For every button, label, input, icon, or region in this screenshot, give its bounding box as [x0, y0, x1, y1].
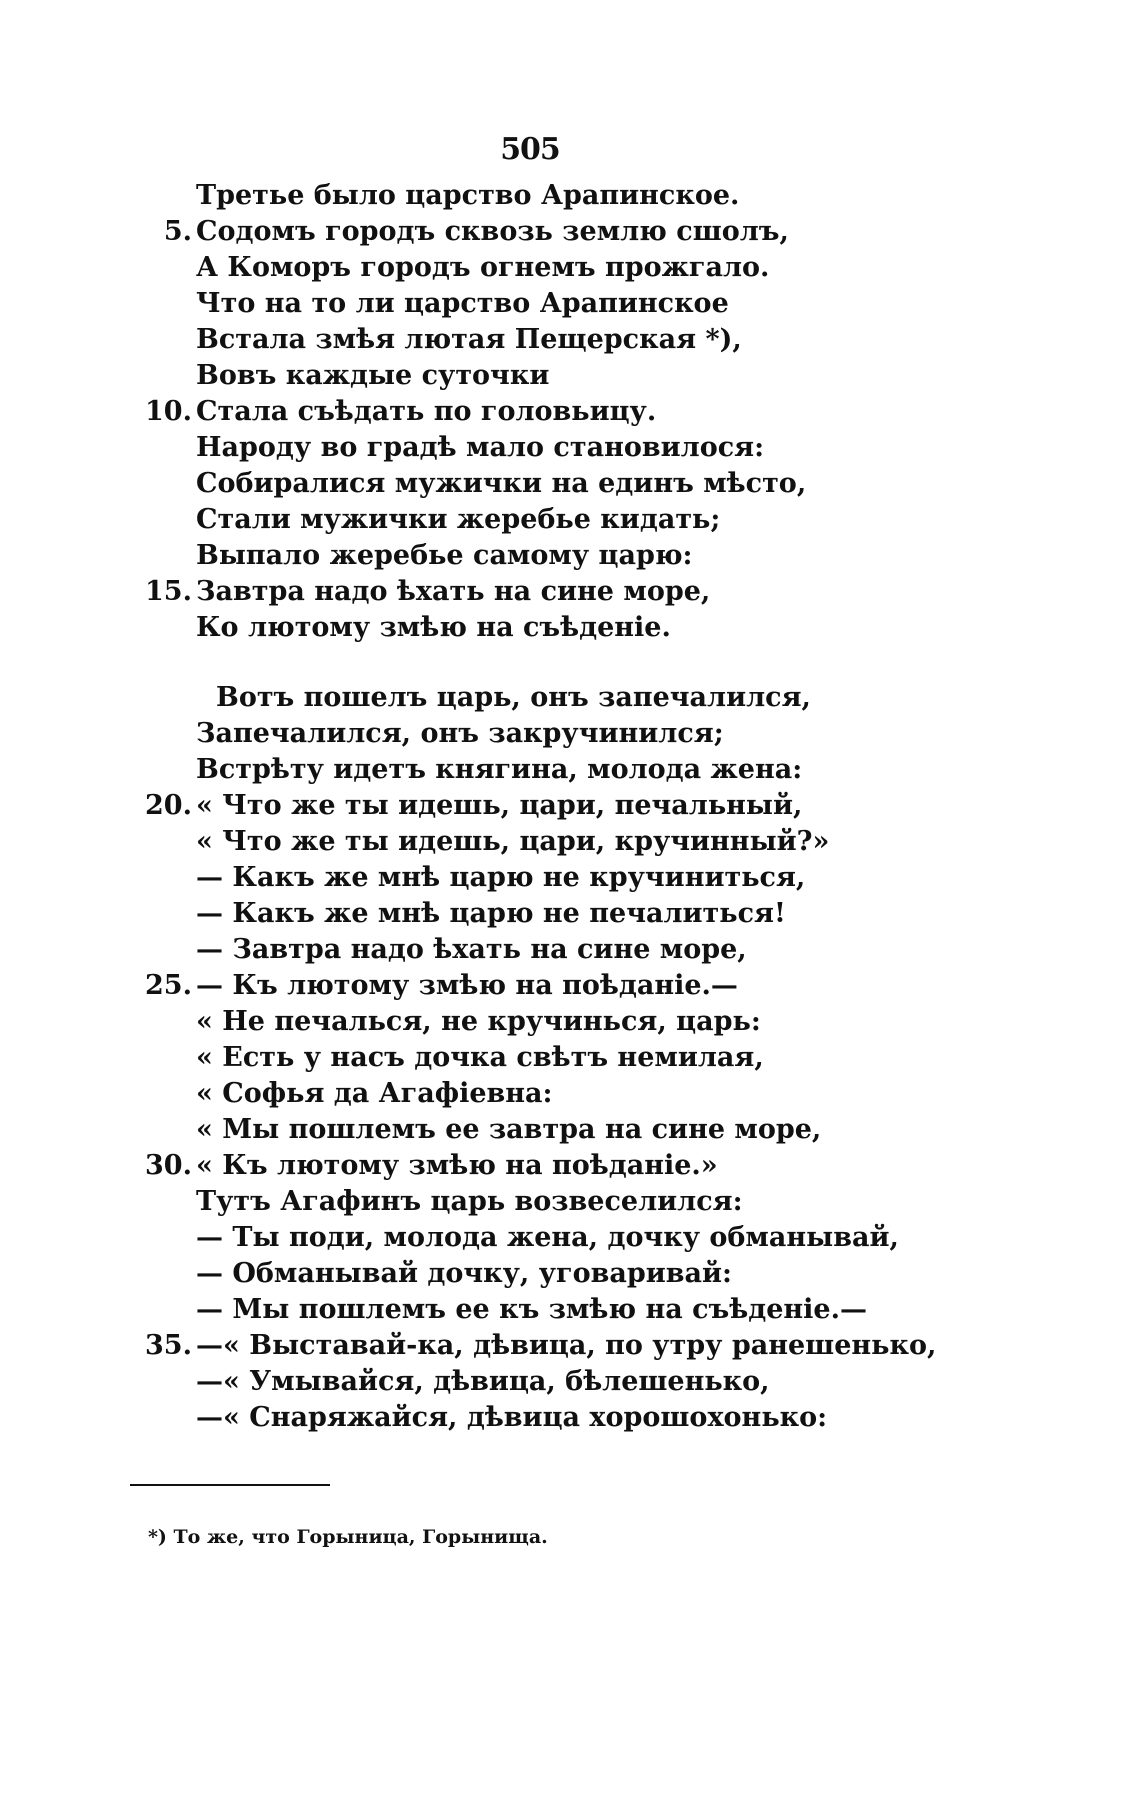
- line-text: « Есть у насъ дочка свѣтъ немилая,: [196, 1042, 764, 1073]
- poem-line: [130, 860, 990, 896]
- poem-line: [130, 322, 990, 358]
- line-text: — Къ лютому змѣю на поѣданіе.—: [196, 970, 738, 1001]
- line-number: 30.: [145, 1150, 192, 1181]
- page-number: 505: [500, 132, 560, 167]
- poem-line: [130, 610, 990, 646]
- line-text: Народу во градѣ мало становилося:: [196, 432, 765, 463]
- poem-line: [130, 1400, 990, 1436]
- poem-line: [130, 824, 990, 860]
- poem-line: [130, 1256, 990, 1292]
- poem-line: [130, 1148, 990, 1184]
- line-text: — Какъ же мнѣ царю не кручиниться,: [196, 862, 806, 893]
- poem-line: [130, 430, 990, 466]
- poem-line: [130, 752, 990, 788]
- poem-line: [130, 1112, 990, 1148]
- line-text: — Ты поди, молода жена, дочку обманывай,: [196, 1222, 899, 1253]
- poem-line: [130, 1040, 990, 1076]
- line-number: 5.: [163, 216, 192, 247]
- poem-body: [130, 178, 990, 1436]
- line-text: — Обманывай дочку, уговаривай:: [196, 1258, 732, 1289]
- line-text: — Какъ же мнѣ царю не печалиться!: [196, 898, 786, 929]
- line-text: Встала змѣя лютая Пещерская *),: [196, 324, 742, 355]
- poem-line: [130, 574, 990, 610]
- line-text: Содомъ городъ сквозь землю сшолъ,: [196, 216, 789, 247]
- line-text: Встрѣту идетъ княгина, молода жена:: [196, 754, 803, 785]
- poem-line: [130, 968, 990, 1004]
- line-text: « Къ лютому змѣю на поѣданіе.»: [196, 1150, 718, 1181]
- line-text: Завтра надо ѣхать на сине море,: [196, 576, 711, 607]
- line-text: Третье было царство Арапинское.: [196, 180, 740, 211]
- line-text: « Софья да Агафіевна:: [196, 1078, 553, 1109]
- poem-line: [130, 1076, 990, 1112]
- line-number: 20.: [145, 790, 192, 821]
- line-text: Тутъ Агафинъ царь возвеселился:: [196, 1186, 743, 1217]
- poem-line: [130, 286, 990, 322]
- poem-line: [130, 896, 990, 932]
- line-text: Запечалился, онъ закручинился;: [196, 718, 724, 749]
- poem-line: [130, 1328, 990, 1364]
- line-text: Выпало жеребье самому царю:: [196, 540, 693, 571]
- line-text: « Что же ты идешь, цари, кручинный?»: [196, 826, 830, 857]
- line-text: А Коморъ городъ огнемъ прожгало.: [196, 252, 770, 283]
- line-text: Что на то ли царство Арапинское: [196, 288, 729, 319]
- poem-line: [130, 250, 990, 286]
- line-number: 35.: [145, 1330, 192, 1361]
- line-text: Стали мужички жеребье кидать;: [196, 504, 721, 535]
- poem-line: [130, 178, 990, 214]
- line-text: —« Выставай-ка, дѣвица, по утру ранешенько,: [196, 1330, 937, 1361]
- poem-line: [130, 932, 990, 968]
- poem-line: [130, 358, 990, 394]
- footnote-divider: [130, 1484, 330, 1486]
- poem-line: [130, 788, 990, 824]
- poem-line: [130, 1364, 990, 1400]
- poem-line: [130, 466, 990, 502]
- poem-line: [130, 716, 990, 752]
- line-text: Вовъ каждые суточки: [196, 360, 550, 391]
- poem-line: [130, 1004, 990, 1040]
- line-text: Собиралися мужички на единъ мѣсто,: [196, 468, 807, 499]
- poem-line: [130, 1292, 990, 1328]
- line-number: 25.: [145, 970, 192, 1001]
- line-text: « Не печалься, не кручинься, царь:: [196, 1006, 761, 1037]
- line-text: — Мы пошлемъ ее къ змѣю на съѣденіе.—: [196, 1294, 868, 1325]
- poem-line: [130, 214, 990, 250]
- line-text: « Что же ты идешь, цари, печальный,: [196, 790, 803, 821]
- footnote: *) То же, что Горыница, Горынища.: [148, 1526, 548, 1548]
- line-text: — Завтра надо ѣхать на сине море,: [196, 934, 747, 965]
- line-text: —« Снаряжайся, дѣвица хорошохонько:: [196, 1402, 828, 1433]
- line-text: Вотъ пошелъ царь, онъ запечалился,: [216, 682, 811, 713]
- line-text: Ко лютому змѣю на съѣденіе.: [196, 612, 671, 643]
- line-number: 10.: [145, 396, 192, 427]
- line-text: « Мы пошлемъ ее завтра на сине море,: [196, 1114, 822, 1145]
- line-number: 15.: [145, 576, 192, 607]
- poem-line: [130, 1220, 990, 1256]
- poem-line: [130, 680, 990, 716]
- line-text: Стала съѣдать по головьицу.: [196, 396, 657, 427]
- line-text: —« Умывайся, дѣвица, бѣлешенько,: [196, 1366, 770, 1397]
- poem-line: [130, 502, 990, 538]
- poem-line: [130, 1184, 990, 1220]
- poem-line: [130, 538, 990, 574]
- poem-line: [130, 394, 990, 430]
